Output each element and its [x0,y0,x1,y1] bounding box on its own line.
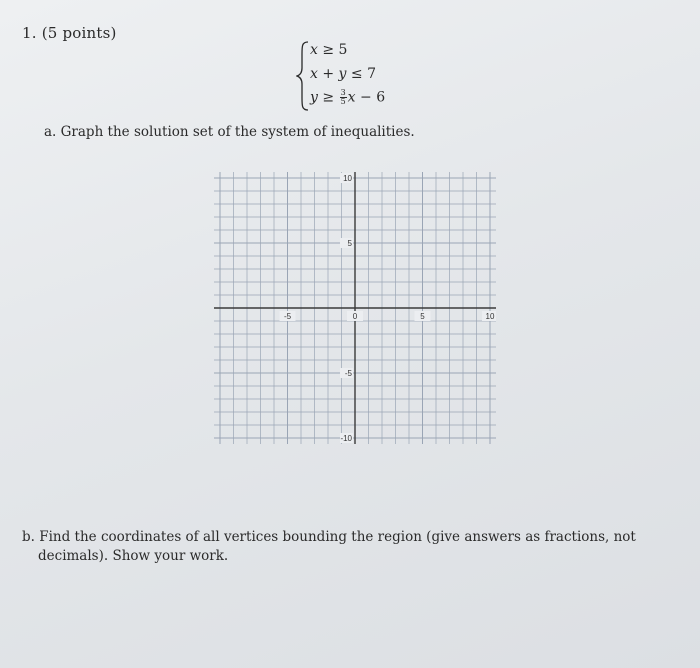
inequality-1: x ≥ 5 [310,42,348,58]
part-b-line1: Find the coordinates of all vertices bounding the region (give answers as fractions, not [39,529,636,545]
y-tick-label: 10 [343,174,352,183]
coordinate-grid [214,172,496,448]
x-tick-label: 5 [420,312,425,321]
grid-svg [214,172,496,444]
part-a-text: Graph the solution set of the system of inequalities. [60,124,415,140]
part-b-line2: decimals). Show your work. [38,548,229,564]
y-tick-label: -10 [340,434,352,443]
x-tick-label: -5 [283,312,292,321]
part-a-prompt [44,124,415,140]
y-tick-label: 5 [347,239,352,248]
problem-number: 1. [22,24,37,42]
x-tick-label: 0 [352,312,358,321]
inequality-system [296,40,436,112]
y-tick-label: -5 [344,369,352,378]
problem-points: (5 points) [41,24,117,42]
inequality-2: x + y ≤ 7 [310,66,376,82]
x-tick-labels [280,311,497,321]
inequality-3: y ≥ $\frac{3}{5}$ x − 6 [310,88,386,106]
part-a-label: a. [44,124,57,140]
left-brace-icon [296,40,310,112]
problem-heading [22,24,117,42]
part-b-prompt [22,528,682,566]
fraction-three-fifths: $\frac{3}{5}$ [340,88,346,106]
x-tick-label: 10 [485,312,495,321]
part-b-label: b. [22,529,35,545]
